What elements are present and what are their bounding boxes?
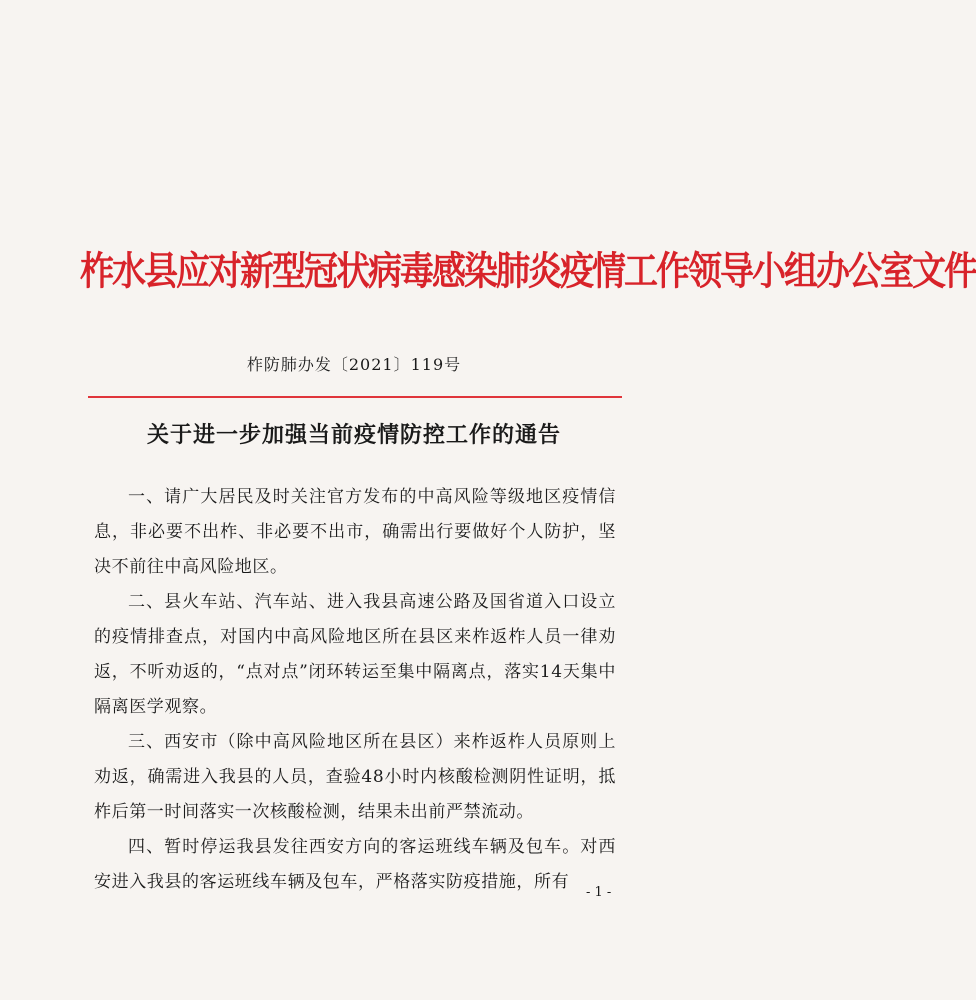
document-body	[94, 480, 616, 900]
page-number: - 1 -	[586, 885, 612, 900]
paragraph-2: 二、县火车站、汽车站、进入我县高速公路及国省道入口设立的疫情排查点，对国内中高风险地区所在县区来柞返柞人员一律劝返，不听劝返的，“点对点”闭环转运至集中隔离点，落实14天集中隔离医学观察。	[94, 592, 616, 717]
paragraph-3: 三、西安市（除中高风险地区所在县区）来柞返柞人员原则上劝返，确需进入我县的人员，查验48小时内核酸检测阴性证明，抵柞后第一时间落实一次核酸检测，结果未出前严禁流动。	[94, 732, 616, 822]
paragraph-1: 一、请广大居民及时关注官方发布的中高风险等级地区疫情信息，非必要不出柞、非必要不出市，确需出行要做好个人防护，坚决不前往中高风险地区。	[94, 487, 616, 577]
red-divider-line	[88, 396, 622, 398]
paragraph-4: 四、暂时停运我县发往西安方向的客运班线车辆及包车。对西安进入我县的客运班线车辆及包车，严格落实防疫措施，所有	[94, 837, 616, 892]
issuer-header: 柞水县应对新型冠状病毒感染肺炎疫情工作领导小组办公室文件	[80, 249, 976, 295]
document-title: 关于进一步加强当前疫情防控工作的通告	[146, 422, 561, 448]
document-number: 柞防肺办发〔2021〕119号	[246, 355, 462, 374]
